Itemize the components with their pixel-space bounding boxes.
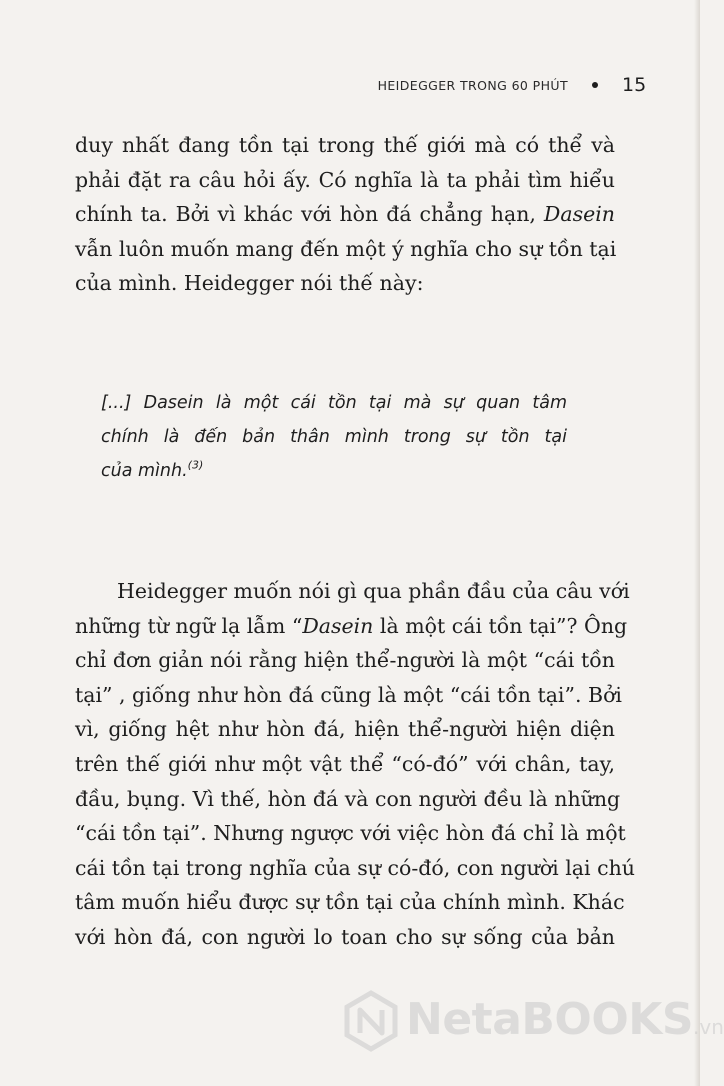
text-segment: là một cái tồn tại”? Ông [373, 613, 628, 638]
text-line: của mình. Heidegger nói thế này: [75, 271, 424, 296]
page-edge [694, 0, 700, 1086]
text-line: chỉ đơn giản nói rằng hiện thể-người là một “cái tồn [75, 648, 615, 673]
text-line [75, 609, 628, 644]
text-segment: [...] [101, 393, 144, 413]
text-line: với hòn đá, con người lo toan cho sự sống của bản [75, 924, 615, 949]
text-segment: của mình. [101, 461, 188, 481]
page-header [0, 74, 700, 98]
text-line [75, 197, 615, 232]
text-segment: chính ta. Bởi vì khác với hòn đá chẳng hạn, [75, 202, 544, 227]
text-line: trên thế giới như một vật thể “có-đó” với chân, tay, [75, 751, 615, 776]
text-line: cái tồn tại trong nghĩa của sự có-đó, con người lại chú [75, 855, 635, 880]
quote-line [101, 454, 567, 488]
text-line: “cái tồn tại”. Nhưng ngược với việc hòn đá chỉ là một [75, 821, 626, 846]
page-number: 15 [622, 74, 647, 96]
text-line: phải đặt ra câu hỏi ấy. Có nghĩa là ta phải tìm hiểu [75, 167, 615, 192]
text-line: vì, giống hệt như hòn đá, hiện thể-người hiện diện [75, 717, 615, 742]
text-segment: là một cái tồn tại mà sự quan tâm [203, 393, 567, 413]
paragraph-2 [75, 574, 635, 955]
emphasis-dasein: Dasein [302, 613, 374, 638]
watermark-tld: .vn [693, 1015, 724, 1039]
watermark-brand: NetaBOOKS [406, 994, 694, 1045]
emphasis-dasein: Dasein [143, 393, 204, 413]
block-quote [101, 386, 567, 488]
bullet-separator [592, 82, 598, 88]
footnote-marker: (3) [187, 458, 204, 472]
text-segment: những từ ngữ lạ lẫm “ [75, 613, 303, 638]
text-line: duy nhất đang tồn tại trong thế giới mà có thể và [75, 133, 615, 157]
quote-line: chính là đến bản thân mình trong sự tồn tại [101, 427, 567, 447]
emphasis-dasein: Dasein [543, 202, 615, 227]
running-title: HEIDEGGER TRONG 60 PHÚT [377, 78, 568, 93]
quote-line [101, 386, 567, 420]
netabooks-logo-icon [340, 990, 402, 1052]
watermark-text [406, 994, 724, 1045]
watermark [340, 986, 724, 1066]
text-line: đầu, bụng. Vì thế, hòn đá và con người đều là những [75, 786, 621, 811]
text-line: tâm muốn hiểu được sự tồn tại của chính mình. Khác [75, 890, 625, 915]
text-line: tại” , giống như hòn đá cũng là một “cái tồn tại”. Bởi [75, 682, 622, 707]
paragraph-1 [75, 128, 615, 301]
text-line: vẫn luôn muốn mang đến một ý nghĩa cho sự tồn tại [75, 236, 617, 261]
text-line: Heidegger muốn nói gì qua phần đầu của câu với [117, 579, 630, 603]
